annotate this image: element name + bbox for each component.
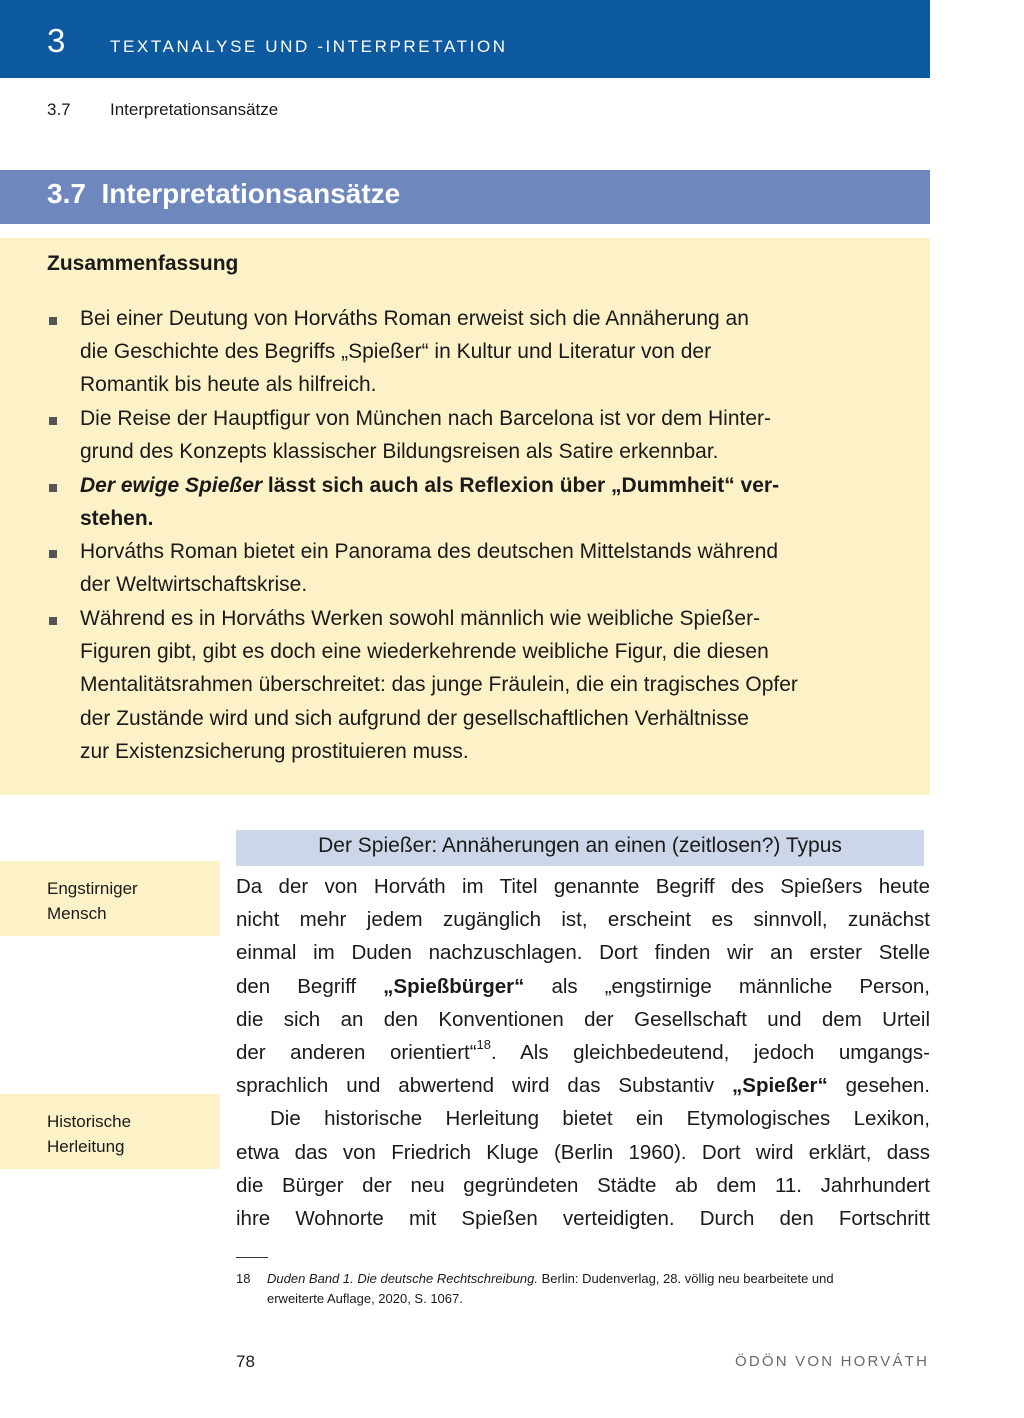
bullet-3-line: stehen. [80, 507, 154, 530]
bullet-1-line: die Geschichte des Begriffs „Spießer“ in Kultur und Literatur von der [80, 340, 712, 363]
body-line: die Bürger der neu gegründeten Städte ab dem 11. Jahrhundert [236, 1174, 930, 1197]
body-line: der anderen orientiert“$^{18}$. Als gleichbedeutend, jedoch umgangs- [236, 1037, 930, 1064]
bullet-5-line: Figuren gibt, gibt es doch eine wiederkehrende weibliche Figur, die diesen [80, 640, 769, 663]
footnote-reference: 18 [476, 1037, 492, 1053]
running-subsection-number: 3.7 [47, 100, 71, 119]
bullet-1-line: Bei einer Deutung von Horváths Roman erweist sich die Annäherung an [80, 307, 749, 330]
bullet-marker [49, 417, 57, 425]
footnote-rule [236, 1257, 268, 1258]
term-spiessbuerger: Spießbürger [393, 975, 515, 998]
bullet-5-line: zur Existenzsicherung prostituieren muss. [80, 740, 469, 763]
bullet-marker [49, 617, 57, 625]
margin-note-historische: Historische Herleitung [47, 1112, 132, 1156]
bullet-3-line: Der ewige Spießer lässt sich auch als Reflexion über „Dummheit“ ver- [80, 474, 780, 497]
body-line: ihre Wohnorte mit Spießen verteidigten. Durch den Fortschritt [236, 1207, 930, 1230]
subheading: Der Spießer: Annäherungen an einen (zeitlosen?) Typus [318, 834, 842, 857]
footnote-text: erweiterte Auflage, 2020, S. 1067. [267, 1291, 463, 1306]
margin-note-engstirniger: Engstirniger Mensch [47, 879, 138, 923]
bullet-marker [49, 484, 57, 492]
bullet-4-line: Horváths Roman bietet ein Panorama des deutschen Mittelstands während [80, 540, 779, 563]
body-line: Da der von Horváth im Titel genannte Begriff des Spießers heute [236, 875, 930, 898]
section-heading [47, 178, 400, 210]
running-subsection-title: Interpretationsansätze [110, 100, 279, 119]
footnote-text: Duden Band 1. Die deutsche Rechtschreibung. Berlin: Dudenverlag, 28. völlig neu bearbeitete und [267, 1271, 834, 1286]
body-line: die sich an den Konventionen der Gesellschaft und dem Urteil [236, 1008, 930, 1031]
body-line: nicht mehr jedem zugänglich ist, erscheint es sinnvoll, zunächst [236, 908, 930, 931]
bullet-4-line: der Weltwirtschaftskrise. [80, 573, 308, 596]
body-line: den Begriff „Spießbürger“ als „engstirnige männliche Person, [236, 975, 930, 998]
chapter-title: TEXTANALYSE UND -INTERPRETATION [110, 37, 508, 56]
bullet-2-line: Die Reise der Hauptfigur von München nach Barcelona ist vor dem Hinter- [80, 407, 772, 430]
section-title: Interpretationsansätze [101, 178, 401, 209]
bullet-2-line: grund des Konzepts klassischer Bildungsreisen als Satire erkennbar. [80, 440, 719, 463]
bullet-5-line: Mentalitätsrahmen überschreitet: das junge Fräulein, die ein tragisches Opfer [80, 673, 798, 696]
book-title: Der ewige Spießer [80, 474, 263, 497]
section-number: 3.7 [47, 178, 86, 209]
bullet-5-line: der Zustände wird und sich aufgrund der gesellschaftlichen Verhältnisse [80, 707, 749, 730]
body-line: einmal im Duden nachzuschlagen. Dort finden wir an erster Stelle [236, 941, 930, 964]
running-footer-title: ÖDÖN VON HORVÁTH [735, 1353, 930, 1370]
bullet-marker [49, 550, 57, 558]
footnote-number: 18 [236, 1271, 251, 1286]
page-number: 78 [236, 1352, 255, 1371]
bullet-5-line: Während es in Horváths Werken sowohl männlich wie weibliche Spießer- [80, 607, 761, 630]
body-line: sprachlich und abwertend wird das Substantiv „Spießer“ gesehen. [236, 1074, 930, 1097]
chapter-number: 3 [47, 22, 66, 59]
bullet-1-line: Romantik bis heute als hilfreich. [80, 373, 377, 396]
summary-heading: Zusammenfassung [47, 252, 239, 275]
term-spiesser: Spießer [742, 1074, 818, 1097]
body-line: Die historische Herleitung bietet ein Etymologisches Lexikon, [270, 1107, 930, 1130]
bullet-marker [49, 317, 57, 325]
body-line: etwa das von Friedrich Kluge (Berlin 1960). Dort wird erklärt, dass [236, 1141, 930, 1164]
